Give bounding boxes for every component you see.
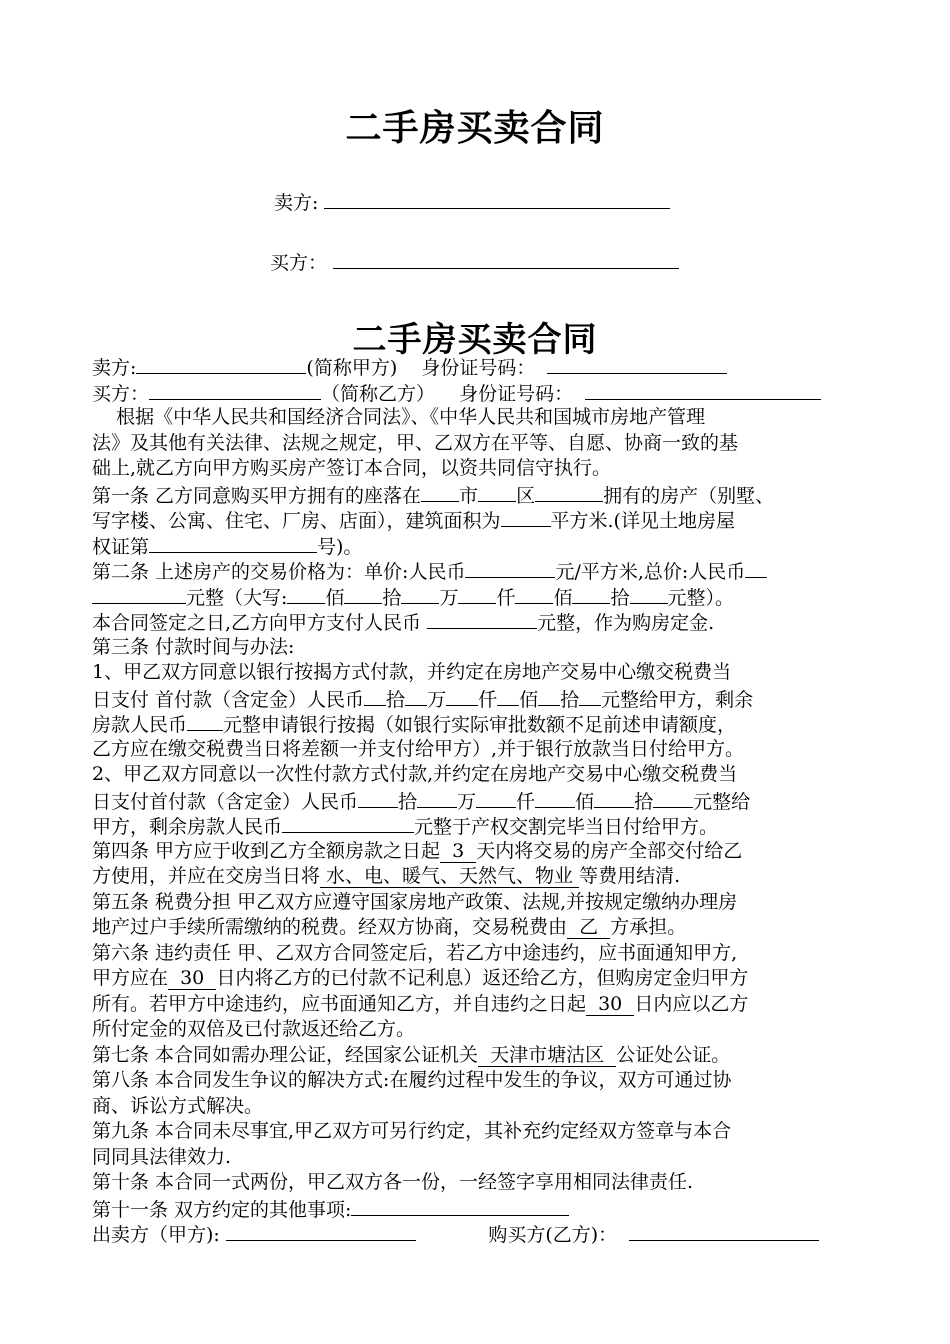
fill-in-blank xyxy=(187,711,223,731)
fill-in-blank xyxy=(572,584,610,604)
contract-line xyxy=(92,635,872,661)
contract-text: 第六条 违约责任 甲、乙双方合同签定后，若乙方中途违约，应书面通知甲方, xyxy=(92,941,738,964)
contract-line xyxy=(92,1221,872,1247)
contract-text: 第三条 付款时间与办法: xyxy=(92,635,295,658)
contract-text: 市 xyxy=(459,484,479,507)
fill-in-blank xyxy=(136,354,306,374)
contract-text: 卖方: xyxy=(92,357,137,379)
contract-line xyxy=(92,686,872,712)
contract-text: 仟 xyxy=(478,688,498,711)
contract-line xyxy=(92,813,872,839)
contract-line xyxy=(92,482,872,508)
contract-line xyxy=(92,711,872,737)
filled-value: 天津市塘沽区 xyxy=(478,1043,617,1066)
contract-line xyxy=(92,507,872,533)
fill-in-blank xyxy=(92,584,186,604)
cover-buyer-line xyxy=(270,248,679,277)
fill-in-blank xyxy=(497,686,519,706)
contract-text: 第七条 本合同如需办理公证，经国家公证机关 xyxy=(92,1043,479,1066)
contract-text: 公证处公证。 xyxy=(616,1043,731,1066)
contract-line xyxy=(92,354,872,380)
contract-text: 地产过户手续所需缴纳的税费。经双方协商，交易税费由 xyxy=(92,916,568,938)
contract-text: 佰 xyxy=(325,586,345,609)
contract-line xyxy=(92,558,872,584)
contract-text: 佰 xyxy=(553,586,573,609)
contract-text: 拾 xyxy=(560,688,580,711)
fill-in-blank xyxy=(287,584,325,604)
contract-text: 仟 xyxy=(496,586,516,609)
contract-line xyxy=(92,941,872,967)
contract-text: 甲方，剩余房款人民币 xyxy=(92,816,283,838)
contract-text: 拥有的房产（别墅、 xyxy=(603,484,775,507)
cover-seller-line xyxy=(274,188,670,217)
filled-value: 30 xyxy=(168,967,217,989)
contract-text: 拾 xyxy=(386,688,406,711)
contract-body xyxy=(92,354,872,1247)
contract-text: 拾 xyxy=(634,790,654,813)
contract-line xyxy=(92,1043,872,1069)
contract-text: 根据《中华人民共和国经济合同法》、《中华人民共和国城市房地产管理 xyxy=(92,406,706,428)
contract-line xyxy=(92,584,872,610)
contract-line xyxy=(92,762,872,788)
contract-text: 房款人民币 xyxy=(92,714,188,736)
contract-text: 商、诉讼方式解决。 xyxy=(92,1094,264,1117)
fill-in-blank xyxy=(358,788,398,808)
contract-text: 出卖方（甲方): xyxy=(92,1224,226,1246)
fill-in-blank xyxy=(653,788,693,808)
contract-line xyxy=(92,864,872,890)
contract-text: 佰 xyxy=(519,688,539,711)
contract-line xyxy=(92,533,872,559)
contract-line xyxy=(92,1196,872,1222)
contract-text: 法》及其他有关法律、法规之规定，甲、乙双方在平等、自愿、协商一致的基 xyxy=(92,431,739,454)
contract-text: 第十条 本合同一式两份，甲乙双方各一份，一经签字享用相同法律责任. xyxy=(92,1171,694,1193)
contract-text: 仟 xyxy=(516,790,536,813)
contract-line xyxy=(92,609,872,635)
contract-text: 第一条 乙方同意购买甲方拥有的座落在 xyxy=(92,484,422,507)
contract-text: 第四条 甲方应于收到乙方全额房款之日起 xyxy=(92,839,441,862)
contract-text: 元整给甲方，剩余 xyxy=(601,688,754,711)
contract-text: 元整（大写: xyxy=(186,586,288,609)
contract-title: 二手房买卖合同 xyxy=(352,320,598,360)
fill-in-blank xyxy=(585,380,821,400)
contract-line xyxy=(92,405,872,431)
fill-in-blank xyxy=(538,686,560,706)
fill-in-blank xyxy=(745,558,767,578)
fill-in-blank xyxy=(465,558,555,578)
filled-value: 30 xyxy=(586,992,635,1015)
contract-text: 万 xyxy=(427,688,447,711)
fill-in-blank xyxy=(629,1221,819,1241)
contract-line xyxy=(92,456,872,482)
cover-buyer-label: 买方： xyxy=(270,252,328,274)
contract-text: 日支付 首付款（含定金）人民币 xyxy=(92,688,365,711)
contract-text: 1、甲乙双方同意以银行按揭方式付款，并约定在房地产交易中心缴交税费当 xyxy=(92,661,732,683)
fill-in-blank xyxy=(515,584,553,604)
contract-line xyxy=(92,890,872,916)
contract-text: 元/平方米,总价:人民币 xyxy=(555,561,746,583)
cover-seller-label: 卖方: xyxy=(274,192,319,214)
contract-text: 拾 xyxy=(382,586,402,609)
contract-text: 方承担。 xyxy=(610,916,687,938)
fill-in-blank xyxy=(344,584,382,604)
contract-text: 2、甲乙双方同意以一次性付款方式付款,并约定在房地产交易中心缴交税费当 xyxy=(92,763,738,785)
contract-text: 号)。 xyxy=(317,535,363,558)
fill-in-blank xyxy=(547,354,727,374)
filled-value: 乙 xyxy=(567,916,611,938)
fill-in-blank xyxy=(351,1196,569,1216)
fill-in-blank xyxy=(535,788,575,808)
contract-text: 础上,就乙方向甲方购买房产签订本合同，以资共同信守执行。 xyxy=(92,457,612,479)
fill-in-blank xyxy=(579,686,601,706)
contract-text: 佰 xyxy=(575,790,595,813)
fill-in-blank xyxy=(149,380,321,400)
contract-text: 乙方应在缴交税费当日将差额一并支付给甲方）,并于银行放款当日付给甲方。 xyxy=(92,737,745,760)
fill-in-blank xyxy=(364,686,386,706)
contract-line xyxy=(92,966,872,992)
contract-text: 元整给 xyxy=(693,790,751,813)
fill-in-blank xyxy=(427,609,537,629)
contract-text: 万 xyxy=(439,586,459,609)
contract-text: 所付定金的双倍及已付款返还给乙方。 xyxy=(92,1018,416,1040)
fill-in-blank xyxy=(446,686,478,706)
fill-in-blank xyxy=(458,584,496,604)
contract-text: 买方： xyxy=(92,382,150,405)
fill-in-blank xyxy=(630,584,668,604)
contract-text: 拾 xyxy=(398,790,418,813)
contract-text: （简称乙方） 身份证号码： xyxy=(321,382,586,405)
contract-text: 购买方(乙方)： xyxy=(415,1224,630,1246)
cover-seller-blank xyxy=(324,188,670,209)
contract-line xyxy=(92,1068,872,1094)
contract-text: 元整）。 xyxy=(667,586,735,609)
contract-text: 元整，作为购房定金. xyxy=(537,612,715,634)
contract-text: 第九条 本合同未尽事宜,甲乙双方可另行约定，其补充约定经双方签章与本合 xyxy=(92,1120,732,1142)
contract-text: (简称甲方) 身份证号码： xyxy=(306,357,548,379)
contract-line xyxy=(92,380,872,406)
filled-value: 水、电、暖气、天然气、物业 xyxy=(320,865,580,887)
contract-text: 日支付首付款（含定金）人民币 xyxy=(92,790,359,813)
contract-text: 第十一条 双方约定的其他事项: xyxy=(92,1198,352,1221)
contract-text: 本合同签定之日,乙方向甲方支付人民币 xyxy=(92,612,428,634)
fill-in-blank xyxy=(417,788,457,808)
contract-line xyxy=(92,915,872,941)
contract-line xyxy=(92,431,872,457)
contract-text: 权证第 xyxy=(92,535,150,558)
contract-text: 方使用，并应在交房当日将 xyxy=(92,865,321,887)
contract-text: 元整于产权交割完毕当日付给甲方。 xyxy=(414,816,719,838)
fill-in-blank xyxy=(594,788,634,808)
contract-text: 拾 xyxy=(610,586,630,609)
contract-text: 平方米.(详见土地房屋 xyxy=(550,510,735,532)
fill-in-blank xyxy=(149,533,317,553)
fill-in-blank xyxy=(476,788,516,808)
contract-text: 第八条 本合同发生争议的解决方式:在履约过程中发生的争议，双方可通过协 xyxy=(92,1069,732,1091)
contract-text: 第二条 上述房产的交易价格为：单价:人民币 xyxy=(92,561,466,583)
contract-line xyxy=(92,788,872,814)
contract-line xyxy=(92,1170,872,1196)
fill-in-blank xyxy=(226,1221,416,1241)
contract-text: 甲方应在 xyxy=(92,967,169,989)
filled-value: 3 xyxy=(440,839,477,862)
contract-line xyxy=(92,992,872,1018)
fill-in-blank xyxy=(401,584,439,604)
contract-line xyxy=(92,839,872,865)
contract-text: 日内将乙方的已付款不记利息）返还给乙方，但购房定金归甲方 xyxy=(216,967,749,989)
contract-text: 日内应以乙方 xyxy=(634,992,749,1015)
cover-buyer-blank xyxy=(333,248,679,269)
fill-in-blank xyxy=(478,482,516,502)
contract-text: 第五条 税费分担 甲乙双方应遵守国家房地产政策、法规,并按规定缴纳办理房 xyxy=(92,890,738,913)
contract-line xyxy=(92,1017,872,1043)
fill-in-blank xyxy=(501,507,551,527)
cover-title: 二手房买卖合同 xyxy=(345,108,605,149)
fill-in-blank xyxy=(421,482,459,502)
contract-text: 同同具法律效力. xyxy=(92,1145,232,1168)
contract-text: 等费用结清. xyxy=(579,865,681,887)
contract-text: 区 xyxy=(516,484,536,507)
fill-in-blank xyxy=(282,813,414,833)
contract-text: 天内将交易的房产全部交付给乙 xyxy=(476,839,743,862)
contract-text: 所有。若甲方中途违约，应书面通知乙方，并自违约之日起 xyxy=(92,992,587,1015)
contract-text: 元整申请银行按揭（如银行实际审批数额不足前述申请额度， xyxy=(223,714,737,736)
contract-line xyxy=(92,1094,872,1120)
contract-text: 万 xyxy=(457,790,477,813)
contract-line xyxy=(92,737,872,763)
contract-line xyxy=(92,1145,872,1171)
contract-text: 写字楼、公寓、住宅、厂房、店面），建筑面积为 xyxy=(92,510,501,532)
contract-line xyxy=(92,660,872,686)
fill-in-blank xyxy=(405,686,427,706)
contract-line xyxy=(92,1119,872,1145)
fill-in-blank xyxy=(535,482,603,502)
